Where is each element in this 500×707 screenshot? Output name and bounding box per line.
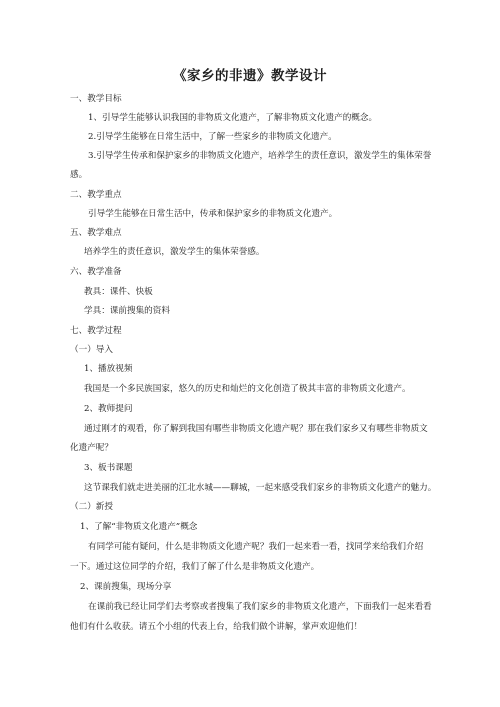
step-heading: 1、了解“非物质文化遗产”概念 xyxy=(80,522,198,532)
step-heading: 1、播放视频 xyxy=(84,364,133,374)
paragraph-line: 教具：课件、快板 xyxy=(84,287,153,297)
paragraph-line: 化遗产呢？ xyxy=(70,443,113,453)
paragraph-line: 3.引导学生传承和保护家乡的非物质文化遗产，培养学生的责任意识，激发学生的集体荣誉 xyxy=(88,151,432,161)
section-heading-preparation: 六、教学准备 xyxy=(70,267,122,277)
paragraph-line: 2.引导学生能够在日常生活中，了解一些家乡的非物质文化遗产。 xyxy=(88,132,337,142)
document-title: 《家乡的非遗》教学设计 xyxy=(173,68,327,84)
paragraph-line: 这节课我们就走进美丽的江北水城——聊城，一起来感受我们家乡的非物质文化遗产的魅力。 xyxy=(84,483,437,493)
step-heading: 2、教师提问 xyxy=(84,404,133,414)
section-heading-process: 七、教学过程 xyxy=(70,326,122,336)
paragraph-line: 培养学生的责任意识，激发学生的集体荣誉感。 xyxy=(84,247,265,257)
step-heading: 3、板书课题 xyxy=(84,463,133,473)
paragraph-line: 引导学生能够在日常生活中，传承和保护家乡的非物质文化遗产。 xyxy=(88,209,338,219)
paragraph-line: 一下。通过这位同学的介绍，我们了解了什么是非物质文化遗产。 xyxy=(70,562,320,572)
paragraph-line: 在课前我已经让同学们去考察或者搜集了我们家乡的非物质文化遗产，下面我们一起来看看 xyxy=(88,602,432,612)
subsection-heading-new-lesson: （二）新授 xyxy=(70,502,113,512)
section-heading-difficulties: 五、教学难点 xyxy=(70,228,122,238)
paragraph-line: 他们有什么收获。请五个小组的代表上台，给我们做个讲解，掌声欢迎他们！ xyxy=(70,622,363,632)
paragraph-line: 我国是一个多民族国家，悠久的历史和灿烂的文化创造了极其丰富的非物质文化遗产。 xyxy=(84,384,411,394)
paragraph-line: 学具：课前搜集的资料 xyxy=(84,306,170,316)
paragraph-line: 有同学可能有疑问，什么是非物质文化遗产呢？我们一起来看一看，找同学来给我们介绍 xyxy=(88,542,424,552)
section-heading-objectives: 一、教学目标 xyxy=(70,94,122,104)
step-heading: 2、课前搜集，现场分享 xyxy=(80,582,172,592)
paragraph-line: 1、引导学生能够认识我国的非物质文化遗产，了解非物质文化遗产的概念。 xyxy=(88,113,378,123)
paragraph-line: 感。 xyxy=(70,170,88,180)
subsection-heading-intro: （一）导入 xyxy=(70,345,113,355)
section-heading-key-points: 二、教学重点 xyxy=(70,190,122,200)
paragraph-line: 通过刚才的观看，你了解到我国有哪些非物质文化遗产呢？那在我们家乡又有哪些非物质文 xyxy=(84,424,428,434)
